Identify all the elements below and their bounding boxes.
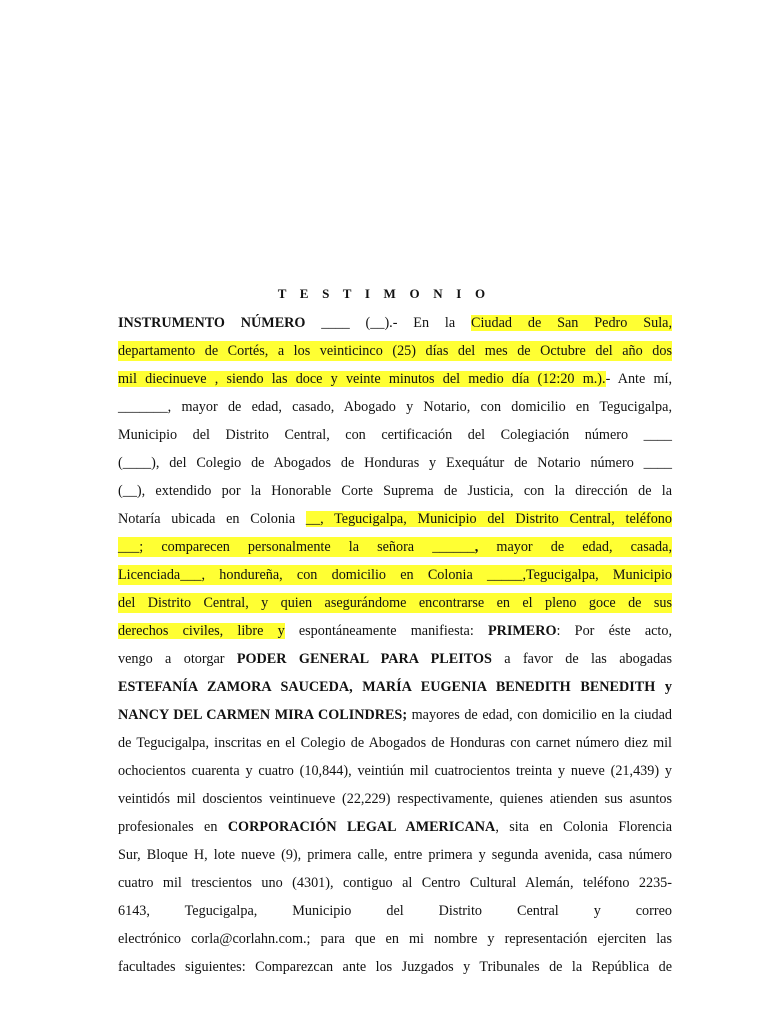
text-line-4: _______, mayor de edad, casado, Abogado y Notario, con domicilio en Tegucigalpa, [118, 399, 672, 415]
text-line-7: (__), extendido por la Honorable Corte Suprema de Justicia, con la dirección de la [118, 483, 672, 499]
text-line-9: ___; comparecen personalmente la señora ______, mayor de edad, casada, [118, 539, 672, 555]
text-line-8: Notaría ubicada en Colonia __, Tegucigalpa, Municipio del Distrito Central, teléfono [118, 511, 672, 527]
text-line-13: vengo a otorgar PODER GENERAL PARA PLEITOS a favor de las abogadas [118, 651, 672, 667]
highlighted-text: __, Tegucigalpa, Municipio del Distrito Central, teléfono [305, 511, 672, 527]
text-line-22: 6143, Tegucigalpa, Municipio del Distrito Central y correo [118, 903, 672, 919]
text-line-6: (____), del Colegio de Abogados de Honduras y Exequátur de Notario número ____ [118, 455, 672, 471]
text-line-17: ochocientos cuarenta y cuatro (10,844), veintiún mil cuatrocientos treinta y nueve (21,439) y [118, 763, 672, 779]
instrument-label: INSTRUMENTO NÚMERO [118, 315, 306, 331]
text-line-2: departamento de Cortés, a los veinticinco (25) días del mes de Octubre del año dos [118, 343, 672, 359]
text-line-12: derechos civiles, libre y espontáneamente manifiesta: PRIMERO: Por éste acto, [118, 623, 672, 639]
text-line-24: facultades siguientes: Comparezcan ante los Juzgados y Tribunales de la República de [118, 959, 672, 975]
text-line-11: del Distrito Central, y quien asegurándome encontrarse en el pleno goce de sus [118, 595, 672, 611]
power-title: PODER GENERAL PARA PLEITOS [236, 651, 492, 667]
text-line-19: profesionales en CORPORACIÓN LEGAL AMERICANA, sita en Colonia Florencia [118, 819, 672, 835]
text-line-5: Municipio del Distrito Central, con certificación del Colegiación número ____ [118, 427, 672, 443]
text-line-1: INSTRUMENTO NÚMERO ____ (__).- En la Ciudad de San Pedro Sula, [118, 315, 672, 331]
clause-label: PRIMERO [487, 623, 557, 639]
text-line-21: cuatro mil trescientos uno (4301), contiguo al Centro Cultural Alemán, teléfono 2235- [118, 875, 672, 891]
text-line-3: mil diecinueve , siendo las doce y veinte minutos del medio día (12:20 m.).- Ante mí, [118, 371, 672, 387]
text-line-18: veintidós mil doscientos veintinueve (22,229) respectivamente, quienes atienden sus asuntos [118, 791, 672, 807]
text-line-15: NANCY DEL CARMEN MIRA COLINDRES; mayores de edad, con domicilio en la ciudad [118, 707, 672, 723]
text-line-16: de Tegucigalpa, inscritas en el Colegio de Abogados de Honduras con carnet número diez mil [118, 735, 672, 751]
text-line-23: electrónico corla@corlahn.com.; para que en mi nombre y representación ejerciten las [118, 931, 672, 947]
document-title: T E S T I M O N I O [277, 286, 491, 301]
highlighted-text: Ciudad de San Pedro Sula, [471, 315, 672, 331]
highlighted-text: derechos civiles, libre y [118, 623, 285, 639]
text-line-14: ESTEFANÍA ZAMORA SAUCEDA, MARÍA EUGENIA BENEDITH BENEDITH y [118, 679, 672, 695]
attorney-name: NANCY DEL CARMEN MIRA COLINDRES; [118, 707, 408, 723]
text-line-20: Sur, Bloque H, lote nueve (9), primera calle, entre primera y segunda avenida, casa número [118, 847, 672, 863]
firm-name: CORPORACIÓN LEGAL AMERICANA [227, 819, 496, 835]
highlighted-text: mil diecinueve , siendo las doce y veinte minutos del medio día (12:20 m.). [118, 371, 606, 387]
text-line-10: Licenciada___, hondureña, con domicilio en Colonia _____,Tegucigalpa, Municipio [118, 567, 672, 583]
